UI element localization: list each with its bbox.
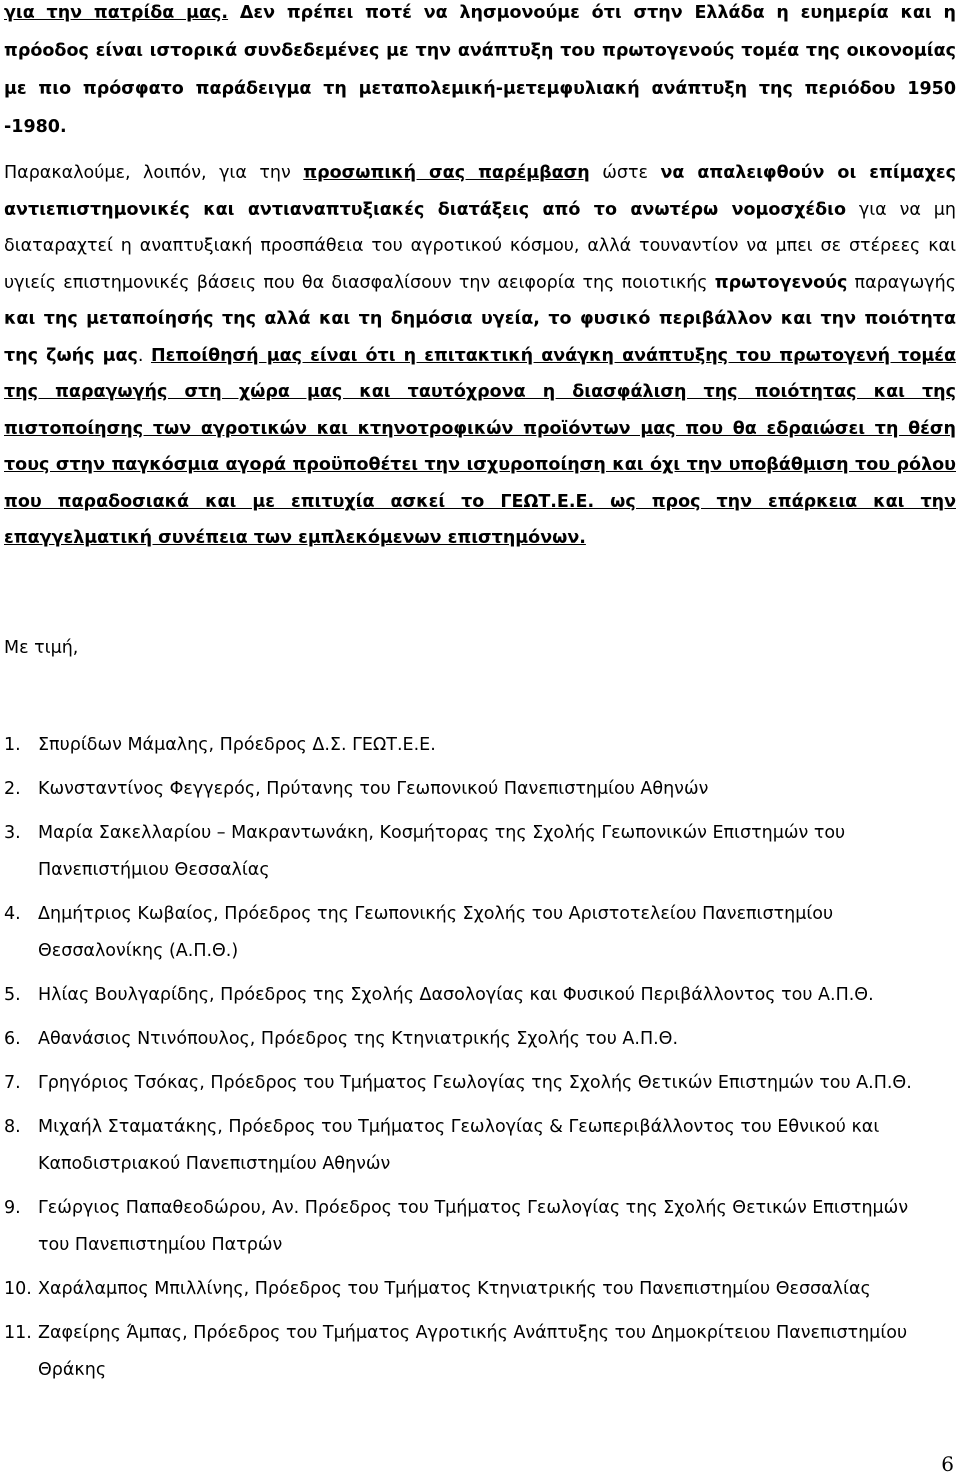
signatory-item (4, 977, 944, 1014)
request-text-1: Παρακαλούμε, λοιπόν, για την (4, 163, 304, 183)
signatory-item (4, 771, 944, 808)
request-emphasis-intervention: προσωπική σας παρέμβαση (303, 163, 590, 183)
signatory-text: Γεώργιος Παπαθεοδώρου, Αν. Πρόεδρος του Τμήματος Γεωλογίας της Σχολής Θετικών Επιστημών του Πανεπιστημίου Πατρών (38, 1198, 909, 1255)
signatory-text: Ηλίας Βουλγαρίδης, Πρόεδρος της Σχολής Δασολογίας και Φυσικού Περιβάλλοντος του Α.Π.Θ. (38, 985, 874, 1005)
signatory-item (4, 1271, 944, 1308)
signatory-item (4, 1109, 944, 1183)
signatory-number: 3. (4, 823, 21, 843)
signatory-number: 5. (4, 985, 21, 1005)
paragraph-development-history (4, 0, 956, 146)
page-number: 6 (941, 1452, 954, 1476)
signatory-number: 6. (4, 1029, 21, 1049)
signatory-number: 4. (4, 904, 21, 924)
signatory-item (4, 896, 944, 970)
request-text-2: ώστε (589, 163, 661, 183)
signatory-item (4, 1190, 944, 1264)
signatory-number: 11. (4, 1323, 32, 1343)
paragraph-body: Δεν πρέπει ποτέ να λησμονούμε ότι στην Ελλάδα η ευημερία και η πρόοδος είναι ιστορικά συνδεδεμένες με την ανάπτυξη του πρωτογενούς τομέα της οικονομίας με πιο πρόσφατο παράδειγμα τη μεταπολεμική-μετεμφυλιακή ανάπτυξη της περιόδου 1950 -1980. (4, 3, 956, 137)
signatory-text: Αθανάσιος Ντινόπουλος, Πρόεδρος της Κτηνιατρικής Σχολής του Α.Π.Θ. (38, 1029, 679, 1049)
signatory-number: 7. (4, 1073, 21, 1093)
signatory-item (4, 727, 944, 764)
request-emphasis-conviction: Πεποίθησή μας είναι ότι η επιτακτική ανάγκη ανάπτυξης του πρωτογενή τομέα της παραγωγής στη χώρα μας και ταυτόχρονα η διασφάλιση της ποιότητας και της πιστοποίησης των αγροτικών και κτηνοτροφικών προϊόντων μας που θα εδραιώσει τη θέση τους στην παγκόσμια αγορά προϋποθέτει την ισχυροποίηση και όχι την υποβάθμιση του ρόλου που παραδοσιακά και με επιτυχία ασκεί το ΓΕΩΤ.Ε.Ε. ως προς την επάρκεια και την επαγγελματική συνέπεια των εμπλεκόμενων επιστημόνων. (4, 345, 956, 548)
signatory-number: 9. (4, 1198, 21, 1218)
signatory-text: Χαράλαμπος Μπιλλίνης, Πρόεδρος του Τμήματος Κτηνιατρικής του Πανεπιστημίου Θεσσαλίας (38, 1279, 871, 1299)
signatory-number: 2. (4, 779, 21, 799)
request-emphasis-processing: και της μεταποίησής της αλλά και τη δημόσια υγεία, το φυσικό περιβάλλον και την ποιότητα της ζωής μας (4, 309, 956, 366)
request-emphasis-provisions: να απαλειφθούν οι επίμαχες αντιεπιστημονικές και αντιαναπτυξιακές διατάξεις από το ανωτέρω νομοσχέδιο (4, 163, 956, 220)
signatory-text: Μιχαήλ Σταματάκης, Πρόεδρος του Τμήματος Γεωλογίας & Γεωπεριβάλλοντος του Εθνικού και Καποδιστριακού Πανεπιστημίου Αθηνών (38, 1117, 880, 1174)
request-text-3: για να μη διαταραχτεί η αναπτυξιακή προσπάθεια του αγροτικού κόσμου, αλλά τουναντίον να μπει σε στέρεες και υγιείς επιστημονικές βάσεις που θα διασφαλίσουν την αειφορία της ποιοτικής (4, 199, 956, 293)
paragraph-opening: για την πατρίδα μας. (4, 3, 229, 23)
signatory-text: Ζαφείρης Άμπας, Πρόεδρος του Τμήματος Αγροτικής Ανάπτυξης του Δημοκρίτειου Πανεπιστημίου Θράκης (38, 1323, 908, 1380)
signatory-text: Σπυρίδων Μάμαλης, Πρόεδρος Δ.Σ. ΓΕΩΤ.Ε.Ε. (38, 735, 436, 755)
signatory-number: 1. (4, 735, 21, 755)
signatories-list (4, 727, 944, 1396)
request-text-4: παραγωγής (847, 272, 956, 293)
request-emphasis-primary: πρωτογενούς (714, 272, 848, 293)
signatory-item (4, 815, 944, 889)
signatory-item (4, 1065, 944, 1102)
closing-salutation: Με τιμή, (4, 638, 79, 658)
signatory-item (4, 1021, 944, 1058)
signatory-text: Μαρία Σακελλαρίου – Μακραντωνάκη, Κοσμήτορας της Σχολής Γεωπονικών Επιστημών του Πανεπιστήμιου Θεσσαλίας (38, 823, 846, 880)
signatory-text: Δημήτριος Κωβαίος, Πρόεδρος της Γεωπονικής Σχολής του Αριστοτελείου Πανεπιστημίου Θεσσαλονίκης (Α.Π.Θ.) (38, 904, 834, 961)
signatory-number: 10. (4, 1279, 32, 1299)
signatory-text: Γρηγόριος Τσόκας, Πρόεδρος του Τμήματος Γεωλογίας της Σχολής Θετικών Επιστημών του Α.Π.Θ. (38, 1073, 912, 1093)
signatory-text: Κωνσταντίνος Φεγγερός, Πρύτανης του Γεωπονικού Πανεπιστημίου Αθηνών (38, 779, 709, 799)
signatory-number: 8. (4, 1117, 21, 1137)
request-text-5: . (137, 345, 151, 366)
paragraph-request (4, 155, 956, 557)
signatory-item (4, 1315, 944, 1389)
